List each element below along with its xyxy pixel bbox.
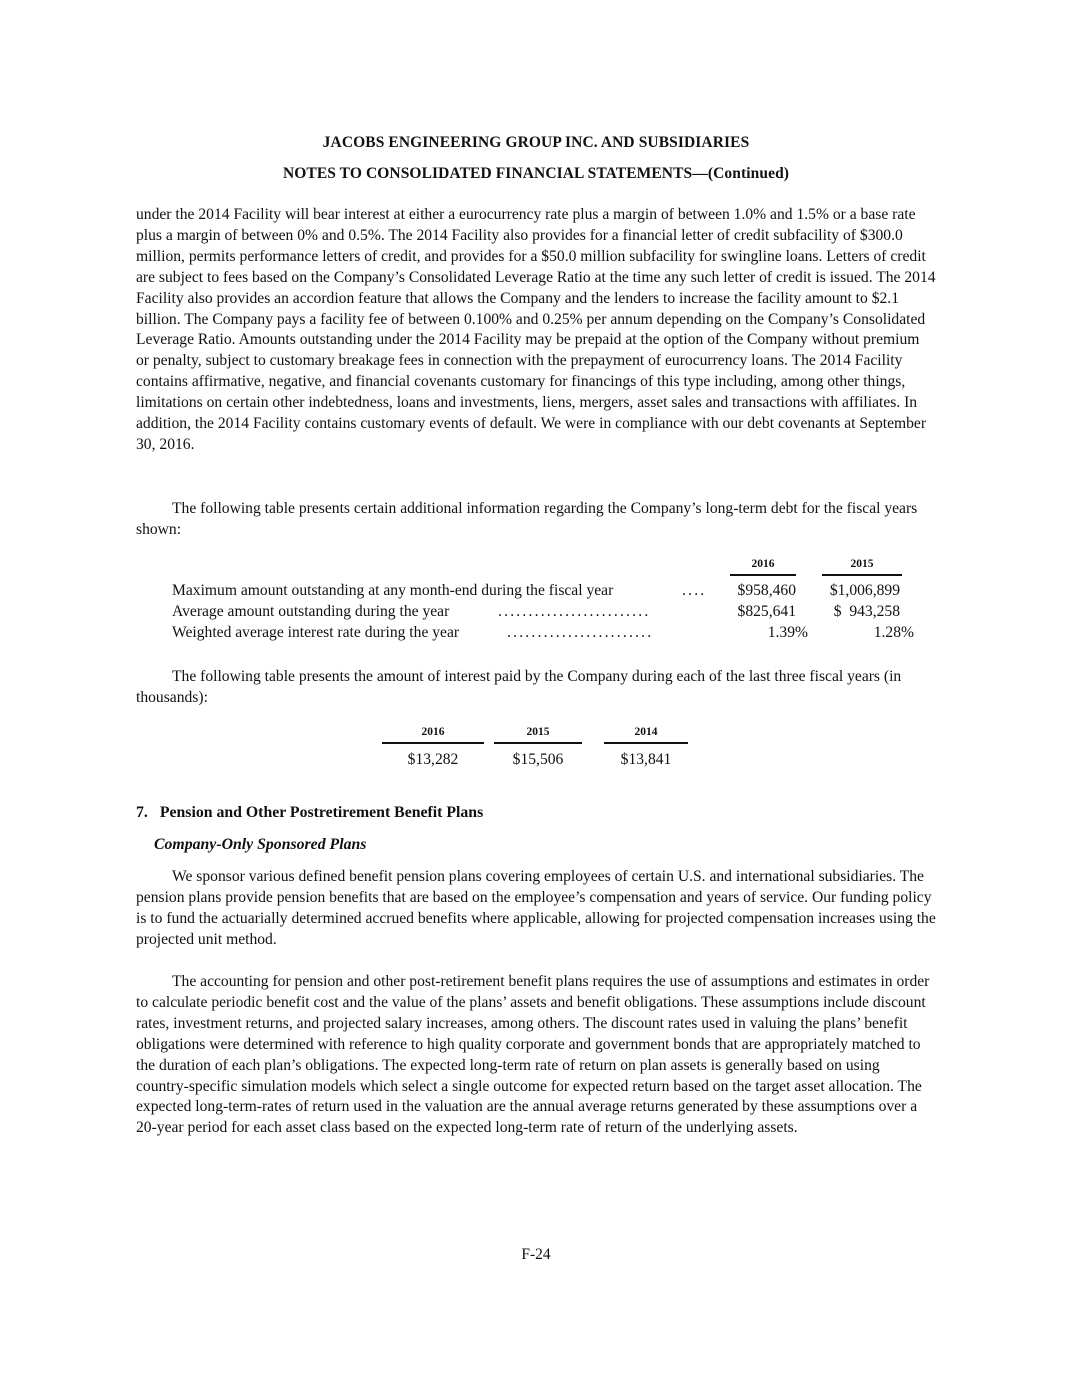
interest-2016: $13,282 — [407, 751, 459, 768]
interest-2015: $15,506 — [512, 751, 564, 768]
notes-title: NOTES TO CONSOLIDATED FINANCIAL STATEMENTS—(Continued) — [282, 165, 790, 182]
column-header-2016: 2016 — [382, 726, 484, 744]
company-header: JACOBS ENGINEERING GROUP INC. AND SUBSIDIARIES — [322, 134, 750, 151]
table-row — [172, 624, 952, 645]
page-number: F-24 — [521, 1246, 551, 1263]
column-header-2015: 2015 — [494, 726, 582, 744]
section-number: 7. — [136, 804, 148, 821]
section-title: Pension and Other Postretirement Benefit Plans — [159, 804, 484, 821]
table-row — [172, 582, 952, 603]
value-2015: 1.28% — [873, 624, 914, 641]
value-2016: $958,460 — [737, 582, 796, 599]
paragraph-facility-terms: under the 2014 Facility will bear interest at either a eurocurrency rate plus a margin of between 1.0% and 1.5% or a base rate plus a margin of between 0% and 0.5%. The 2014 Facility also provides for a financial letter of credit subfacility of $300.0 million, permits performance letters of credit, and provides for a $50.0 million subfacility for swingline loans. Letters of credit are subject to fees based on the Company’s Consolidated Leverage Ratio at the time any such letter of credit is issued. The 2014 Facility also provides an accordion feature that allows the Company and the lenders to increase the facility amount to $2.1 billion. The Company pays a facility fee of between 0.100% and 0.25% per annum depending on the Company’s Consolidated Leverage Ratio. Amounts outstanding under the 2014 Facility may be prepaid at the option of the Company without premium or penalty, subject to customary breakage fees in connection with the prepayment of eurocurrency loans. The 2014 Facility contains affirmative, negative, and financial covenants customary for financings of this type including, among other things, limitations on certain other indebtedness, loans and investments, liens, mergers, asset sales and transactions with affiliates. In addition, the 2014 Facility contains customary events of default. We were in compliance with our debt covenants at September 30, 2016. — [136, 206, 936, 453]
paragraph-pension-plans: We sponsor various defined benefit pension plans covering employees of certain U.S. and international subsidiaries. The pension plans provide pension benefits that are based on the employee’s compensation and years of service. Our funding policy is to fund the actuarially determined accrued benefits where applicable, allowing for projected compensation increases using the projected unit method. — [136, 868, 936, 948]
section-heading — [136, 804, 483, 822]
column-header-2015: 2015 — [822, 558, 902, 576]
value-2015: $1,006,899 — [829, 582, 900, 599]
row-label: Average amount outstanding during the year — [172, 603, 450, 620]
dot-leader: ......................... — [498, 603, 651, 620]
paragraph-interest-table-intro: The following table presents the amount of interest paid by the Company during each of the last three fiscal years (in thousands): — [136, 668, 902, 706]
column-header-2014: 2014 — [604, 726, 688, 744]
row-label: Maximum amount outstanding at any month-end during the fiscal year — [172, 582, 614, 599]
interest-2014: $13,841 — [620, 751, 672, 768]
row-label: Weighted average interest rate during the year — [172, 624, 460, 641]
paragraph-pension-assumptions: The accounting for pension and other post-retirement benefit plans requires the use of assumptions and estimates in order to calculate periodic benefit cost and the value of the plans’ assets and benefit obligations. These assumptions include discount rates, investment returns, and projected salary increases, among others. The discount rates used in valuing the plans’ benefit obligations were determined with reference to high quality corporate and government bonds that are appropriately matched to the duration of each plan’s obligations. The expected long-term rate of return on plan assets is generally based on using country-specific simulation models which select a single outcome for expected return based on the target asset allocation. The expected long-term-rates of return used in the valuation are the annual average returns generated by these assumptions over a 20-year period for each asset class based on the expected long-term rate of return of the underlying assets. — [136, 973, 930, 1137]
value-2016: $825,641 — [737, 603, 796, 620]
dot-leader: .... — [682, 582, 707, 599]
value-2015: $ 943,258 — [833, 603, 900, 620]
paragraph-debt-table-intro: The following table presents certain additional information regarding the Company’s long-term debt for the fiscal years shown: — [136, 500, 918, 538]
column-header-2016: 2016 — [730, 558, 796, 576]
value-2016: 1.39% — [767, 624, 808, 641]
table-row — [172, 603, 952, 624]
dot-leader: ........................ — [507, 624, 654, 641]
subsection-heading: Company-Only Sponsored Plans — [154, 836, 367, 853]
